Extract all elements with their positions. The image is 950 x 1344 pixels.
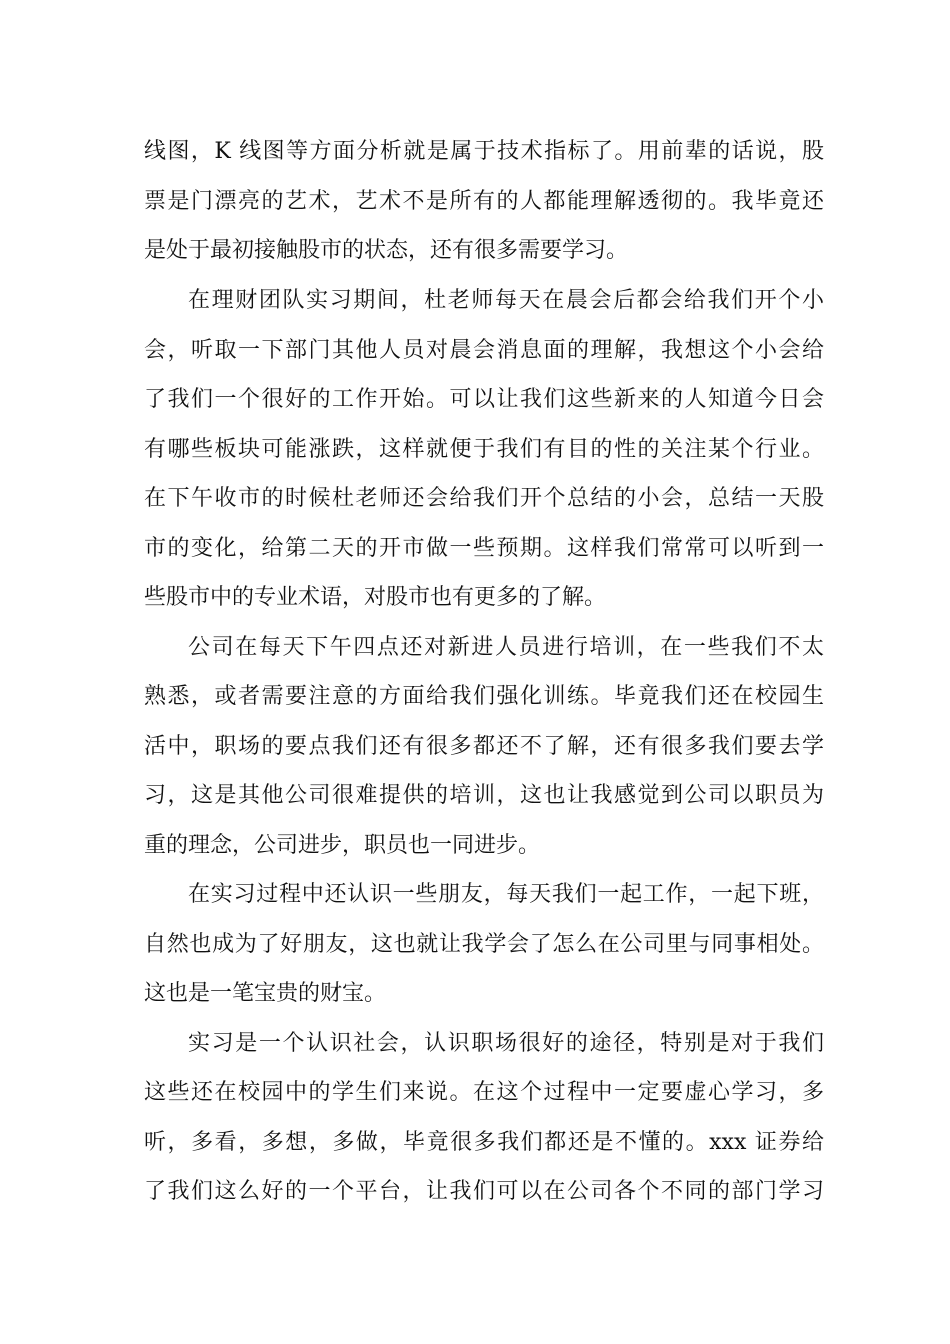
text-line-1: 线图，K 线图等方面分析就是属于技术指标了。用前辈的话说，股: [144, 139, 824, 164]
text-line-4: 在理财团队实习期间，杜老师每天在晨会后都会给我们开个小: [188, 288, 824, 313]
text-line-12: 熟悉，或者需要注意的方面给我们强化训练。毕竟我们还在校园生: [144, 684, 824, 709]
text-line-2: 票是门漂亮的艺术，艺术不是所有的人都能理解透彻的。我毕竟还: [144, 189, 824, 214]
text-line-5: 会，听取一下部门其他人员对晨会消息面的理解，我想这个小会给: [144, 338, 824, 363]
text-line-15: 重的理念，公司进步，职员也一同进步。: [144, 833, 541, 858]
text-line-18: 这也是一笔宝贵的财宝。: [144, 981, 387, 1006]
text-line-11: 公司在每天下午四点还对新进人员进行培训，在一些我们不太: [188, 635, 824, 660]
text-line-8: 在下午收市的时候杜老师还会给我们开个总结的小会，总结一天股: [144, 486, 824, 511]
text-line-7: 有哪些板块可能涨跌，这样就便于我们有目的性的关注某个行业。: [144, 437, 824, 462]
text-line-16: 在实习过程中还认识一些朋友，每天我们一起工作，一起下班，: [188, 882, 824, 907]
text-line-6: 了我们一个很好的工作开始。可以让我们这些新来的人知道今日会: [144, 387, 824, 412]
text-line-22: 了我们这么好的一个平台，让我们可以在公司各个不同的部门学习: [144, 1179, 824, 1204]
text-line-3: 是处于最初接触股市的状态，还有很多需要学习。: [144, 238, 629, 263]
text-line-13: 活中，职场的要点我们还有很多都还不了解，还有很多我们要去学: [144, 734, 824, 759]
text-line-21: 听，多看，多想，多做，毕竟很多我们都还是不懂的。xxx 证券给: [144, 1130, 824, 1155]
text-line-10: 些股市中的专业术语，对股市也有更多的了解。: [144, 585, 607, 610]
text-line-20: 这些还在校园中的学生们来说。在这个过程中一定要虚心学习，多: [144, 1080, 824, 1105]
text-line-14: 习，这是其他公司很难提供的培训，这也让我感觉到公司以职员为: [144, 783, 824, 808]
text-line-17: 自然也成为了好朋友，这也就让我学会了怎么在公司里与同事相处。: [144, 932, 824, 957]
text-line-9: 市的变化，给第二天的开市做一些预期。这样我们常常可以听到一: [144, 536, 824, 561]
text-line-19: 实习是一个认识社会，认识职场很好的途径，特别是对于我们: [188, 1031, 824, 1056]
